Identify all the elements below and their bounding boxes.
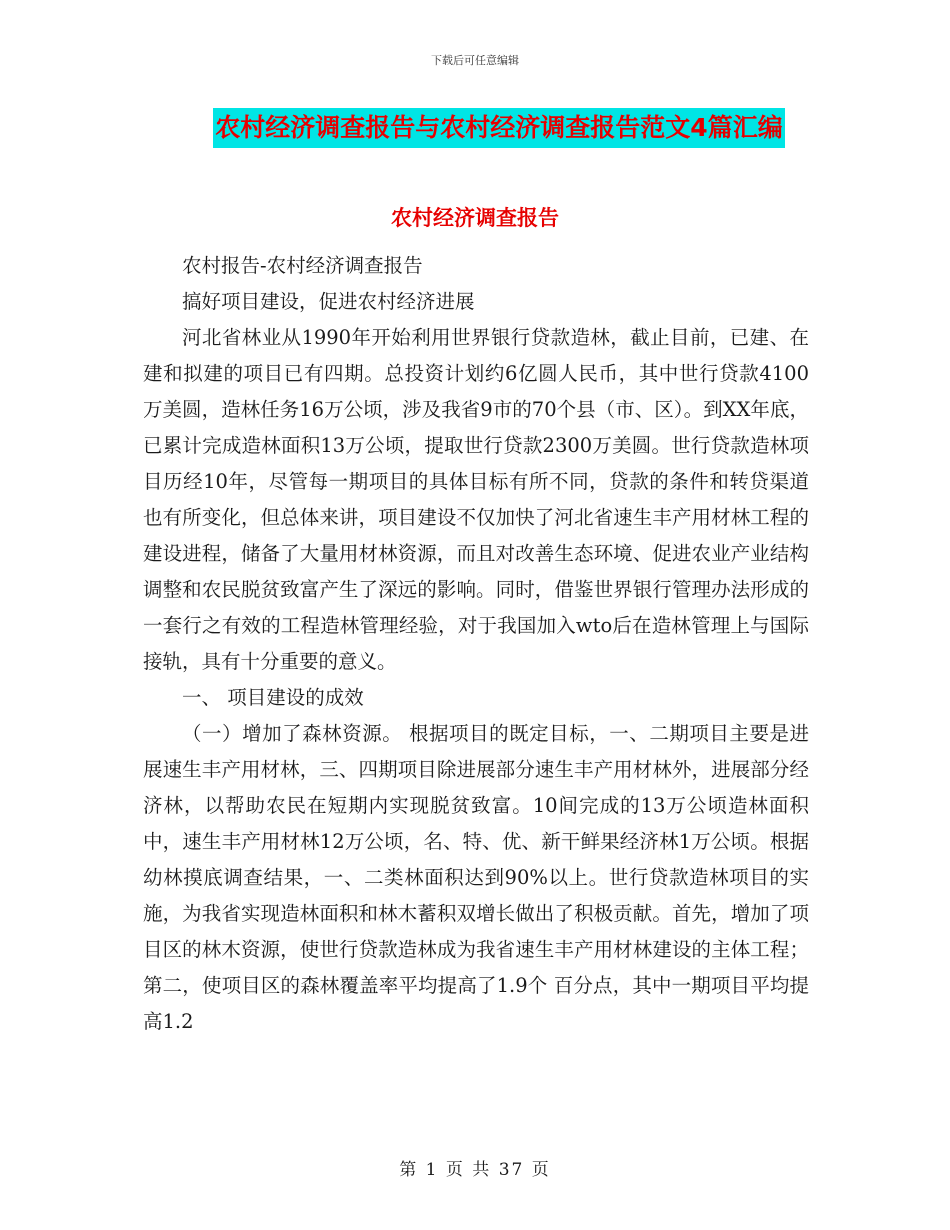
- paragraph: 农村报告-农村经济调查报告: [182, 254, 423, 277]
- page-footer-page-number: 第 1 页 共 37 页: [399, 1160, 551, 1180]
- paragraph: 搞好项目建设，促进农村经济进展: [182, 290, 475, 313]
- paragraph: 一、 项目建设的成效: [182, 686, 364, 709]
- section-title: 农村经济调查报告: [391, 206, 559, 230]
- paragraph: 河北省林业从1990年开始利用世界银行贷款造林，截止目前，已建、在建和拟建的项目已有四期。总投资计划约6亿圆人民币，其中世行贷款4100万美圆，造林任务16万公顷，涉及我省9市的70个县（市、区）。到XX年底，已累计完成造林面积13万公顷，提取世行贷款2300万美圆。世行贷款造林项目历经10年，尽管每一期项目的具体目标有所不同，贷款的条件和转贷渠道也有所变化，但总体来讲，项目建设不仅加快了河北省速生丰产用材林工程的建设进程，储备了大量用材林资源，而且对改善生态环境、促进农业产业结构调整和农民脱贫致富产生了深远的影响。同时，借鉴世界银行管理办法形成的一套行之有效的工程造林管理经验，对于我国加入wto后在造林管理上与国际接轨，具有十分重要的意义。: [143, 326, 809, 673]
- document-title: 农村经济调查报告与农村经济调查报告范文4篇汇编: [213, 108, 784, 148]
- document-title-container: [0, 108, 950, 148]
- page-header-note: 下载后可任意编辑: [431, 54, 519, 67]
- paragraph: （一）增加了森林资源。 根据项目的既定目标，一、二期项目主要是进展速生丰产用材林，三、四期项目除进展部分速生丰产用材林外，进展部分经济林，以帮助农民在短期内实现脱贫致富。10间完成的13万公顷造林面积中，速生丰产用材林12万公顷，名、特、优、新干鲜果经济林1万公顷。根据幼林摸底调查结果，一、二类林面积达到90%以上。世行贷款造林项目的实施，为我省实现造林面积和林木蓄积双增长做出了积极贡献。首先，增加了项目区的林木资源，使世行贷款造林成为我省速生丰产用材林建设的主体工程；第二，使项目区的森林覆盖率平均提高了1.9个 百分点，其中一期项目平均提高1.2: [143, 722, 809, 1033]
- document-body: [143, 248, 809, 1040]
